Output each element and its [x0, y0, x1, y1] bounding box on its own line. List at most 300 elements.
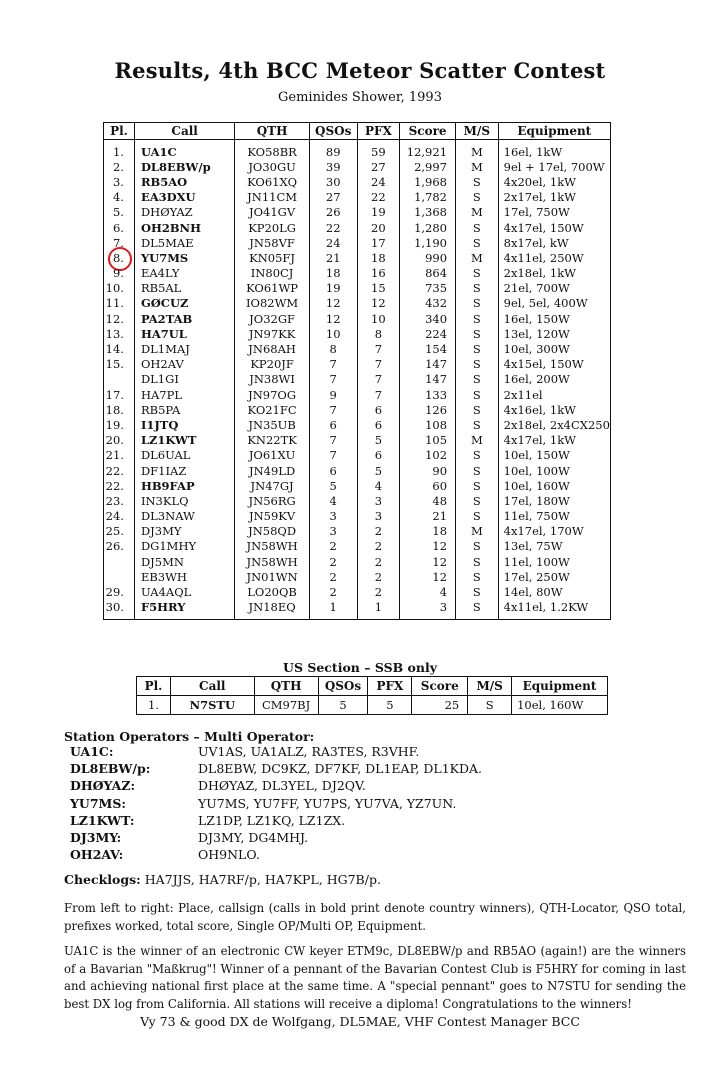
cell-qsos: 2	[309, 554, 357, 569]
cell-score: 224	[400, 326, 456, 341]
table-row	[104, 296, 611, 311]
cell-pfx: 8	[357, 326, 400, 341]
callsign: HA7UL	[140, 326, 187, 341]
cell-call	[134, 554, 234, 569]
cell-call	[134, 250, 234, 265]
cell-score: 4	[400, 584, 456, 599]
operator-row	[70, 813, 482, 830]
cell-pfx: 22	[357, 190, 400, 205]
header-ms: M/S	[456, 123, 499, 140]
cell-call	[134, 478, 234, 493]
cell-pfx: 4	[357, 478, 400, 493]
cell-score: 133	[400, 387, 456, 402]
us-header-score: Score	[412, 677, 468, 696]
us-header-call: Call	[170, 677, 254, 696]
cell-qsos: 22	[309, 220, 357, 235]
place-number: 12.	[105, 311, 124, 326]
cell-qsos: 5	[309, 478, 357, 493]
operator-row	[70, 778, 482, 795]
place-number: 15.	[105, 357, 124, 372]
cell-equipment: 11el, 100W	[498, 554, 610, 569]
callsign: LZ1KWT	[140, 433, 197, 448]
us-header-qsos: QSOs	[318, 677, 368, 696]
place-number: 1.	[112, 144, 124, 159]
cell-equipment: 16el, 1kW	[498, 140, 610, 160]
cell-ms: S	[456, 417, 499, 432]
cell-place	[104, 220, 135, 235]
cell-qth: JN56RG	[235, 493, 309, 508]
cell-score: 12	[400, 569, 456, 584]
cell-ms: S	[456, 266, 499, 281]
cell-equipment: 9el + 17el, 700W	[498, 159, 610, 174]
table-row	[104, 311, 611, 326]
cell-score: 102	[400, 448, 456, 463]
callsign: DL1GI	[140, 372, 179, 387]
cell-score: 1,968	[400, 174, 456, 189]
place-number: 23.	[105, 493, 124, 508]
cell-score: 864	[400, 266, 456, 281]
cell-qth: KO61XQ	[235, 174, 309, 189]
cell-equipment: 2x18el, 2x4CX250	[498, 417, 610, 432]
cell-ms: M	[456, 140, 499, 160]
table-row	[104, 281, 611, 296]
cell-qth: JN58VF	[235, 235, 309, 250]
operator-station: YU7MS:	[70, 795, 126, 811]
callsign: RB5AL	[140, 281, 182, 296]
table-row	[104, 584, 611, 599]
cell-ms: S	[456, 372, 499, 387]
place-number: 14.	[105, 342, 124, 357]
cell-qsos: 9	[309, 387, 357, 402]
callsign: DG1MHY	[140, 539, 197, 554]
cell-qsos: 7	[309, 402, 357, 417]
cell-qth: KN22TK	[235, 433, 309, 448]
cell-call	[134, 463, 234, 478]
callsign: DL5MAE	[140, 235, 194, 250]
operator-station: UA1C:	[70, 744, 114, 759]
operator-names: LZ1DP, LZ1KQ, LZ1ZX.	[198, 812, 346, 828]
cell-pfx: 1	[357, 600, 400, 620]
cell-score: 1,782	[400, 190, 456, 205]
place-number: 22.	[105, 463, 124, 478]
cell-equipment: 16el, 200W	[498, 372, 610, 387]
cell-place	[104, 140, 135, 160]
cell-qth: KO61WP	[235, 281, 309, 296]
header-qth: QTH	[235, 123, 309, 140]
cell-qsos: 3	[309, 524, 357, 539]
us-cell-score: 25	[412, 696, 468, 715]
us-cell-pfx: 5	[368, 696, 412, 715]
callsign: UA4AQL	[140, 585, 192, 600]
cell-call	[134, 281, 234, 296]
table-row	[104, 205, 611, 220]
cell-call	[134, 509, 234, 524]
us-header-row	[137, 677, 608, 696]
us-section-title: US Section – SSB only	[283, 660, 437, 675]
operator-row	[70, 847, 482, 864]
operators-list	[70, 744, 482, 864]
cell-equipment: 16el, 150W	[498, 311, 610, 326]
cell-equipment: 17el, 180W	[498, 493, 610, 508]
cell-call	[134, 600, 234, 620]
operator-names: DHØYAZ, DL3YEL, DJ2QV.	[198, 778, 366, 794]
us-cell-equipment: 10el, 160W	[512, 696, 608, 715]
table-row	[104, 463, 611, 478]
checklogs	[64, 872, 381, 887]
cell-pfx: 10	[357, 311, 400, 326]
results-body	[104, 140, 611, 620]
operator-row	[70, 796, 482, 813]
cell-pfx: 7	[357, 357, 400, 372]
cell-equipment: 17el, 250W	[498, 569, 610, 584]
results-header-row	[104, 123, 611, 140]
cell-equipment: 13el, 120W	[498, 326, 610, 341]
cell-call	[134, 524, 234, 539]
cell-score: 60	[400, 478, 456, 493]
cell-ms: M	[456, 524, 499, 539]
cell-place	[104, 326, 135, 341]
place-number: 26.	[105, 539, 124, 554]
cell-ms: S	[456, 584, 499, 599]
cell-equipment: 10el, 150W	[498, 448, 610, 463]
operator-row	[70, 830, 482, 847]
table-row	[104, 220, 611, 235]
cell-call	[134, 448, 234, 463]
callsign: IN3KLQ	[140, 493, 189, 508]
callsign: DHØYAZ	[140, 205, 193, 220]
cell-place	[104, 250, 135, 265]
cell-qsos: 2	[309, 539, 357, 554]
cell-call	[134, 539, 234, 554]
cell-qsos: 12	[309, 296, 357, 311]
cell-ms: S	[456, 357, 499, 372]
cell-score: 90	[400, 463, 456, 478]
cell-ms: S	[456, 554, 499, 569]
callsign: DL8EBW/p	[140, 159, 211, 174]
us-header-pfx: PFX	[368, 677, 412, 696]
cell-call	[134, 205, 234, 220]
cell-score: 126	[400, 402, 456, 417]
cell-pfx: 7	[357, 387, 400, 402]
cell-qsos: 2	[309, 584, 357, 599]
table-row	[104, 554, 611, 569]
callsign: DL1MAJ	[140, 342, 190, 357]
cell-qsos: 18	[309, 266, 357, 281]
callsign: UA1C	[140, 144, 177, 159]
cell-qth: KP20LG	[235, 220, 309, 235]
cell-pfx: 5	[357, 463, 400, 478]
place-number: 11.	[105, 296, 124, 311]
cell-ms: S	[456, 600, 499, 620]
operator-names: DJ3MY, DG4MHJ.	[198, 829, 309, 845]
operator-station: OH2AV:	[70, 847, 124, 863]
cell-qth: KN05FJ	[235, 250, 309, 265]
cell-qth: KO58BR	[235, 140, 309, 160]
cell-ms: S	[456, 326, 499, 341]
cell-qth: LO20QB	[235, 584, 309, 599]
cell-equipment: 4x17el, 170W	[498, 524, 610, 539]
cell-equipment: 4x11el, 1.2KW	[498, 600, 610, 620]
cell-call	[134, 190, 234, 205]
place-number: 20.	[105, 433, 124, 448]
page-title: Results, 4th BCC Meteor Scatter Contest	[114, 58, 606, 83]
cell-score: 12	[400, 539, 456, 554]
callsign: DL6UAL	[140, 448, 191, 463]
cell-equipment: 13el, 75W	[498, 539, 610, 554]
cell-place	[104, 493, 135, 508]
cell-qth: IO82WM	[235, 296, 309, 311]
cell-pfx: 20	[357, 220, 400, 235]
cell-ms: M	[456, 433, 499, 448]
cell-ms: S	[456, 402, 499, 417]
table-row	[104, 509, 611, 524]
cell-score: 735	[400, 281, 456, 296]
cell-qsos: 39	[309, 159, 357, 174]
us-cell-qsos: 5	[318, 696, 368, 715]
cell-qsos: 4	[309, 493, 357, 508]
cell-score: 340	[400, 311, 456, 326]
cell-qsos: 6	[309, 417, 357, 432]
cell-score: 432	[400, 296, 456, 311]
callsign: OH2BNH	[140, 220, 201, 235]
cell-equipment: 10el, 300W	[498, 341, 610, 356]
table-row	[104, 417, 611, 432]
cell-call	[134, 220, 234, 235]
cell-place	[104, 266, 135, 281]
cell-equipment: 14el, 80W	[498, 584, 610, 599]
cell-score: 147	[400, 357, 456, 372]
cell-qsos: 89	[309, 140, 357, 160]
cell-call	[134, 387, 234, 402]
place-number: 19.	[105, 417, 124, 432]
cell-ms: S	[456, 190, 499, 205]
callsign: RB5PA	[140, 402, 181, 417]
table-row	[104, 539, 611, 554]
operator-station: DHØYAZ:	[70, 778, 136, 794]
place-number: 25.	[105, 524, 124, 539]
cell-qth: JO41GV	[235, 205, 309, 220]
cell-score: 147	[400, 372, 456, 387]
place-number: 10.	[105, 281, 124, 296]
table-row	[104, 235, 611, 250]
us-header-equipment: Equipment	[512, 677, 608, 696]
cell-qth: JN58WH	[235, 539, 309, 554]
table-row	[104, 341, 611, 356]
cell-score: 48	[400, 493, 456, 508]
operator-station: LZ1KWT:	[70, 812, 135, 828]
cell-score: 12,921	[400, 140, 456, 160]
cell-qsos: 1	[309, 600, 357, 620]
table-row	[104, 159, 611, 174]
cell-call	[134, 326, 234, 341]
cell-call	[134, 174, 234, 189]
cell-ms: S	[456, 478, 499, 493]
callsign: DF1IAZ	[140, 463, 187, 478]
table-row	[104, 493, 611, 508]
cell-qsos: 2	[309, 569, 357, 584]
cell-place	[104, 281, 135, 296]
us-header-ms: M/S	[468, 677, 512, 696]
cell-qsos: 24	[309, 235, 357, 250]
place-number: 24.	[105, 509, 124, 524]
cell-qth: JN97OG	[235, 387, 309, 402]
cell-call	[134, 341, 234, 356]
cell-pfx: 2	[357, 539, 400, 554]
cell-score: 990	[400, 250, 456, 265]
cell-call	[134, 266, 234, 281]
cell-qth: KP20JF	[235, 357, 309, 372]
cell-place	[104, 387, 135, 402]
cell-qsos: 3	[309, 509, 357, 524]
table-row	[104, 478, 611, 493]
callsign: EA4LY	[140, 266, 180, 281]
cell-call	[134, 235, 234, 250]
cell-place	[104, 524, 135, 539]
cell-qsos: 21	[309, 250, 357, 265]
operator-station: DL8EBW/p:	[70, 761, 151, 777]
table-row	[104, 140, 611, 160]
cell-equipment: 11el, 750W	[498, 509, 610, 524]
header-pfx: PFX	[357, 123, 400, 140]
place-number: 17.	[105, 387, 124, 402]
operator-row	[70, 744, 482, 761]
cell-ms: S	[456, 235, 499, 250]
callsign: HA7PL	[140, 387, 182, 402]
cell-pfx: 24	[357, 174, 400, 189]
page-subtitle: Geminides Shower, 1993	[278, 90, 442, 105]
cell-call	[134, 493, 234, 508]
cell-place	[104, 296, 135, 311]
cell-place	[104, 448, 135, 463]
cell-place	[104, 417, 135, 432]
cell-call	[134, 159, 234, 174]
cell-call	[134, 417, 234, 432]
cell-place	[104, 311, 135, 326]
results-table	[103, 122, 611, 620]
cell-qth: JN58WH	[235, 554, 309, 569]
place-number: 22.	[105, 478, 124, 493]
cell-qth: JN01WN	[235, 569, 309, 584]
cell-pfx: 6	[357, 402, 400, 417]
header-score: Score	[400, 123, 456, 140]
cell-qth: JN18EQ	[235, 600, 309, 620]
table-row	[104, 190, 611, 205]
us-table-row	[137, 696, 608, 715]
cell-place	[104, 402, 135, 417]
table-row	[104, 387, 611, 402]
cell-qth: KO21FC	[235, 402, 309, 417]
cell-pfx: 12	[357, 296, 400, 311]
cell-score: 21	[400, 509, 456, 524]
cell-qth: JN11CM	[235, 190, 309, 205]
cell-place	[104, 433, 135, 448]
cell-score: 18	[400, 524, 456, 539]
callsign: EB3WH	[140, 569, 187, 584]
callsign: GØCUZ	[140, 296, 189, 311]
cell-qth: JO30GU	[235, 159, 309, 174]
cell-ms: S	[456, 174, 499, 189]
header-call: Call	[134, 123, 234, 140]
cell-equipment: 4x16el, 1kW	[498, 402, 610, 417]
place-number: 9.	[112, 266, 124, 281]
cell-place	[104, 463, 135, 478]
cell-pfx: 59	[357, 140, 400, 160]
cell-qsos: 12	[309, 311, 357, 326]
cell-pfx: 2	[357, 569, 400, 584]
cell-ms: M	[456, 205, 499, 220]
cell-qth: JO61XU	[235, 448, 309, 463]
legend-paragraph: From left to right: Place, callsign (calls in bold print denote country winners), QTH-Locator, QSO total, prefixes worked, total score, Single OP/Multi OP, Equipment.	[64, 901, 686, 933]
us-header-qth: QTH	[254, 677, 318, 696]
callsign: I1JTQ	[140, 417, 179, 432]
operator-names: YU7MS, YU7FF, YU7PS, YU7VA, YZ7UN.	[198, 795, 457, 811]
cell-qth: JN35UB	[235, 417, 309, 432]
place-number: 30.	[105, 600, 124, 615]
cell-pfx: 19	[357, 205, 400, 220]
cell-pfx: 17	[357, 235, 400, 250]
us-section-table	[136, 676, 608, 715]
cell-ms: S	[456, 509, 499, 524]
cell-pfx: 7	[357, 341, 400, 356]
place-number: 6.	[112, 220, 124, 235]
header-qsos: QSOs	[309, 123, 357, 140]
signoff: Vy 73 & good DX de Wolfgang, DL5MAE, VHF Contest Manager BCC	[140, 1014, 580, 1029]
cell-ms: S	[456, 311, 499, 326]
cell-qsos: 10	[309, 326, 357, 341]
cell-call	[134, 584, 234, 599]
callsign: OH2AV	[140, 357, 184, 372]
cell-qsos: 26	[309, 205, 357, 220]
callsign: PA2TAB	[140, 311, 193, 326]
cell-equipment: 4x11el, 250W	[498, 250, 610, 265]
cell-qsos: 7	[309, 372, 357, 387]
header-place: Pl.	[104, 123, 135, 140]
cell-qth: JN58QD	[235, 524, 309, 539]
table-row	[104, 433, 611, 448]
cell-equipment: 8x17el, kW	[498, 235, 610, 250]
callsign: RB5AO	[140, 174, 188, 189]
cell-place	[104, 205, 135, 220]
place-number: 2.	[112, 159, 124, 174]
cell-equipment: 2x18el, 1kW	[498, 266, 610, 281]
callsign: YU7MS	[140, 250, 189, 265]
cell-call	[134, 296, 234, 311]
cell-score: 1,368	[400, 205, 456, 220]
us-header-place: Pl.	[137, 677, 171, 696]
cell-pfx: 6	[357, 448, 400, 463]
cell-qsos: 30	[309, 174, 357, 189]
place-number: 5.	[112, 205, 124, 220]
cell-place	[104, 478, 135, 493]
cell-pfx: 16	[357, 266, 400, 281]
us-cell-ms: S	[468, 696, 512, 715]
cell-place	[104, 569, 135, 584]
table-row	[104, 402, 611, 417]
cell-place	[104, 357, 135, 372]
operator-names: DL8EBW, DC9KZ, DF7KF, DL1EAP, DL1KDA.	[198, 761, 483, 777]
place-number: 4.	[112, 190, 124, 205]
cell-pfx: 2	[357, 584, 400, 599]
cell-score: 154	[400, 341, 456, 356]
checklogs-text: HA7JJS, HA7RF/p, HA7KPL, HG7B/p.	[144, 872, 381, 887]
cell-pfx: 2	[357, 524, 400, 539]
cell-equipment: 4x20el, 1kW	[498, 174, 610, 189]
table-row	[104, 326, 611, 341]
callsign: EA3DXU	[140, 190, 196, 205]
cell-qsos: 8	[309, 341, 357, 356]
cell-ms: M	[456, 159, 499, 174]
cell-ms: S	[456, 296, 499, 311]
